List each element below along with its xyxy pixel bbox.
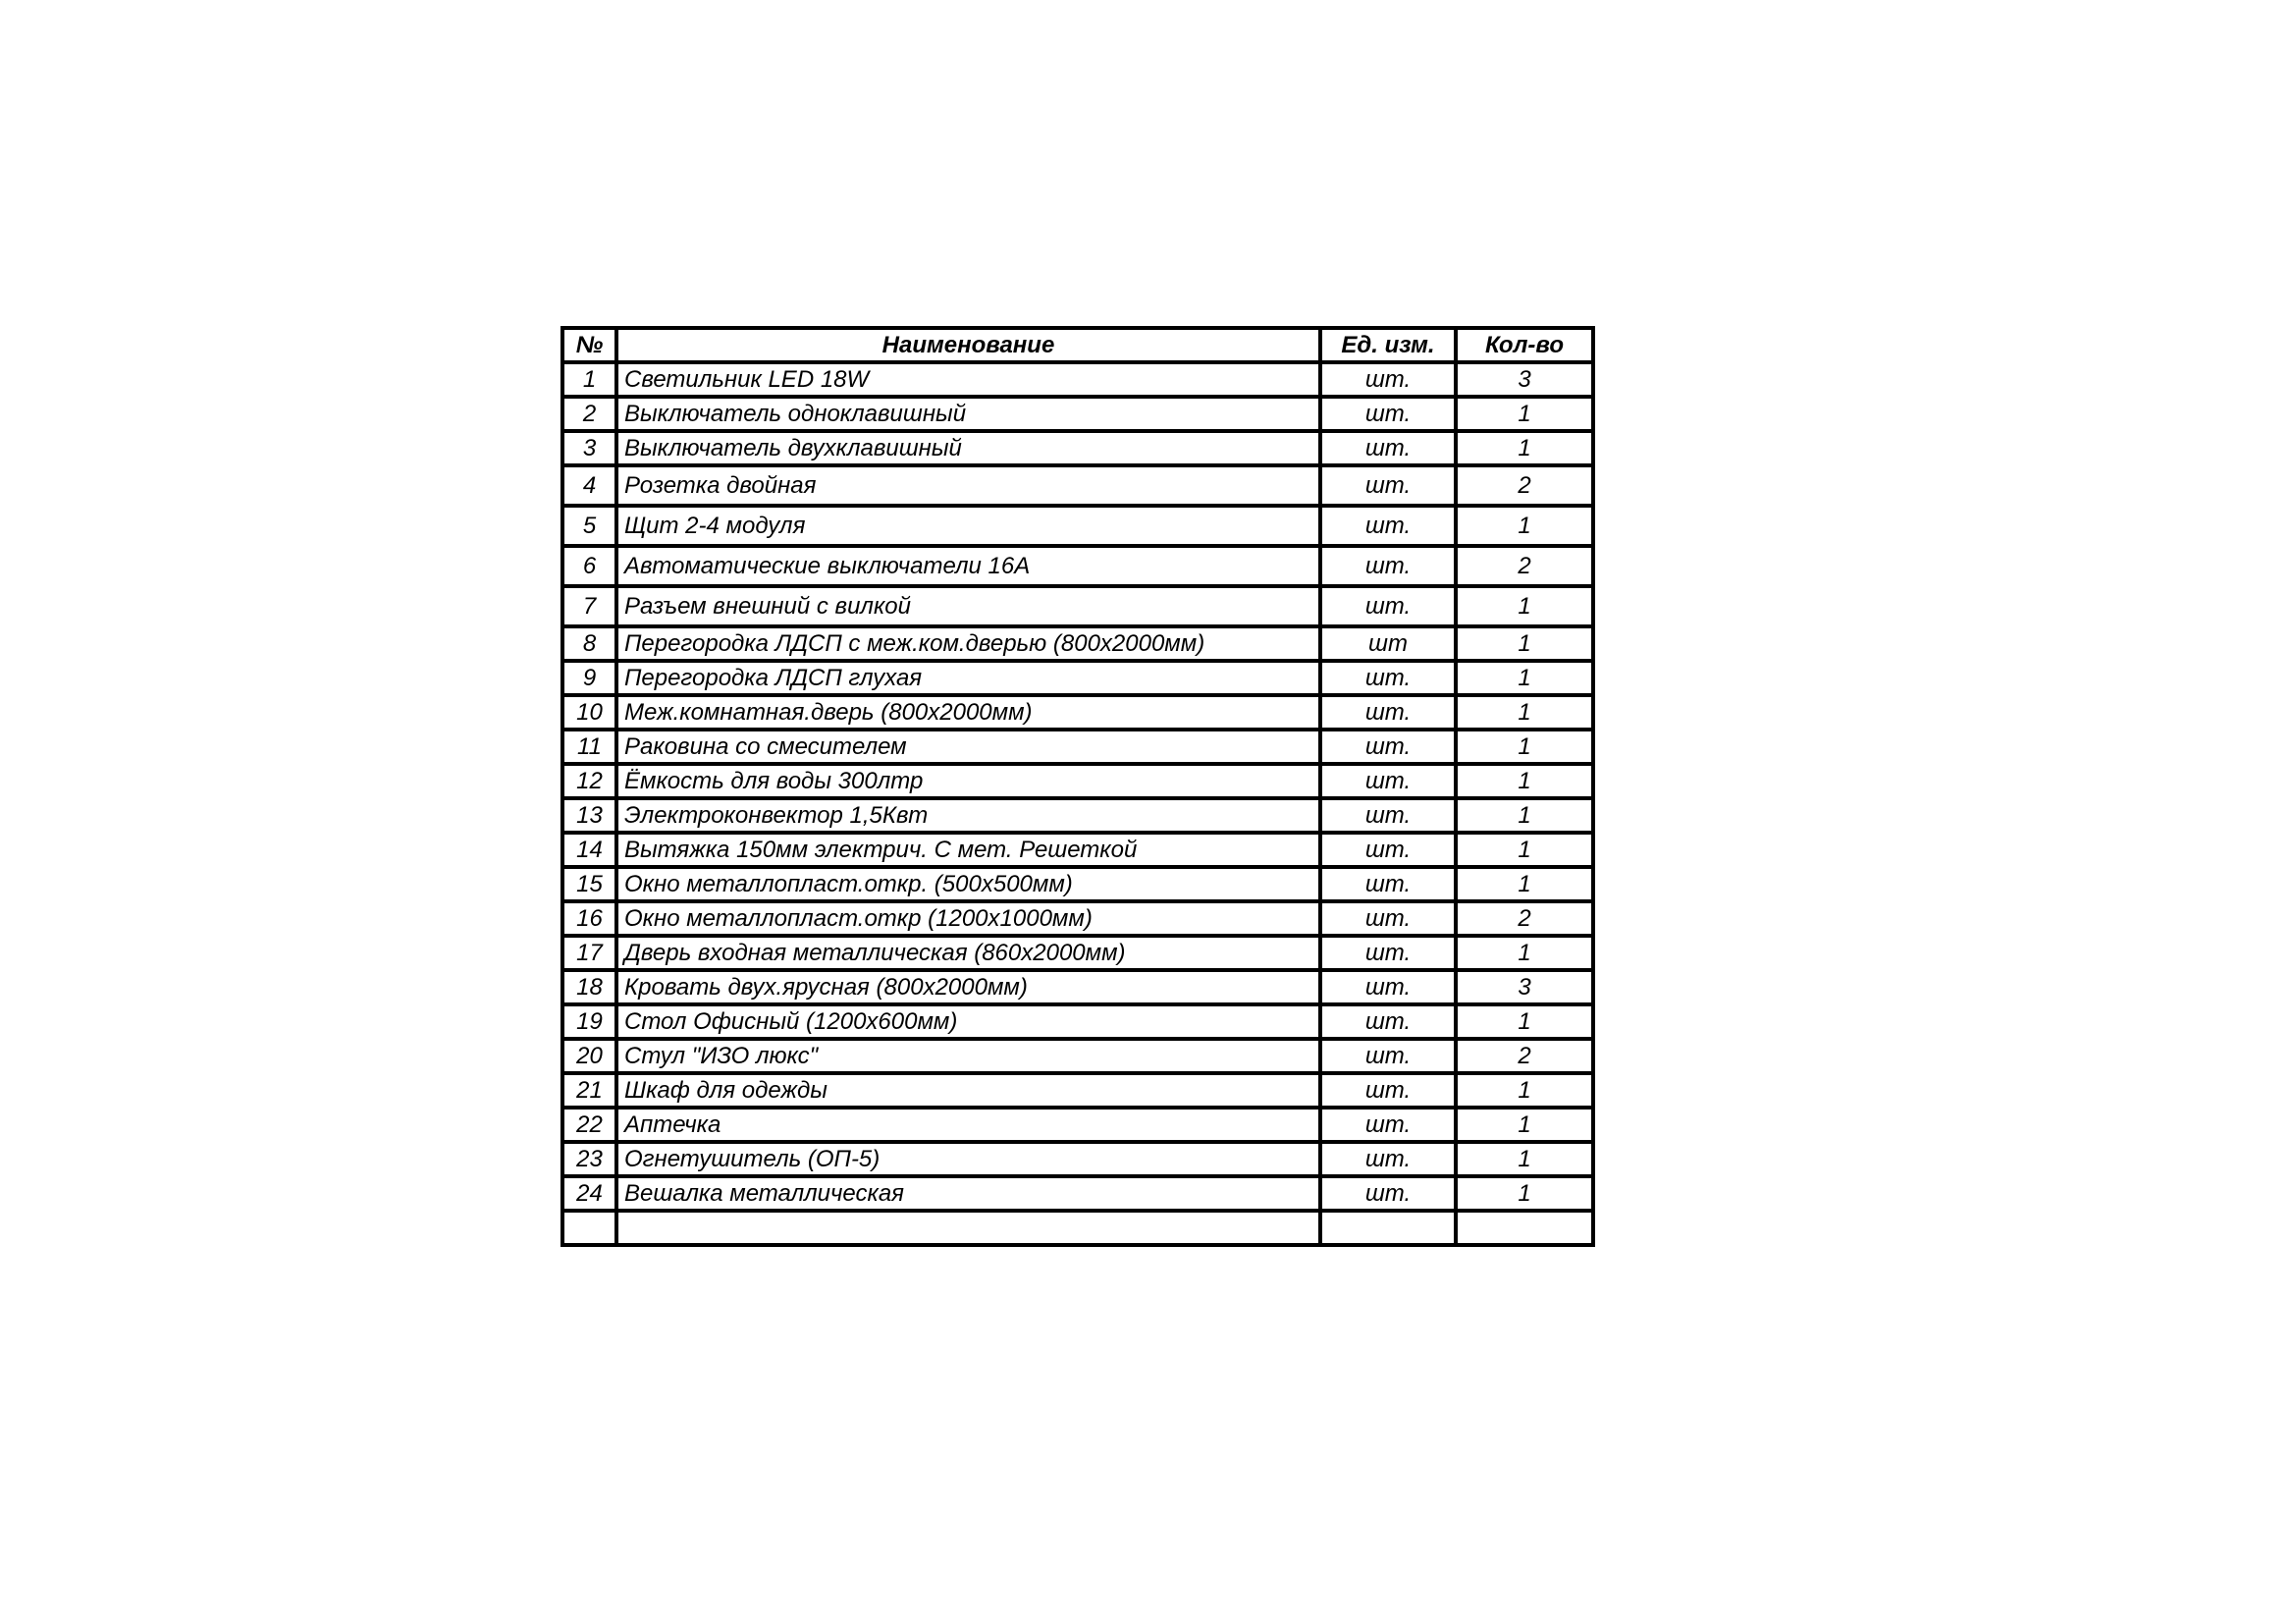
item-unit: шт [1320, 626, 1456, 661]
item-quantity: 3 [1456, 362, 1593, 397]
item-name: Дверь входная металлическая (860х2000мм) [616, 936, 1320, 970]
row-number: 5 [562, 506, 616, 546]
table-row [562, 1004, 1593, 1039]
empty-cell [1456, 1211, 1593, 1245]
item-quantity: 1 [1456, 1176, 1593, 1211]
item-unit: шт. [1320, 1039, 1456, 1073]
item-name: Меж.комнатная.дверь (800х2000мм) [616, 695, 1320, 730]
item-quantity: 1 [1456, 695, 1593, 730]
row-number: 16 [562, 901, 616, 936]
item-name: Шкаф для одежды [616, 1073, 1320, 1108]
table-row [562, 1142, 1593, 1176]
item-unit: шт. [1320, 764, 1456, 798]
item-name: Автоматические выключатели 16А [616, 546, 1320, 586]
item-name: Ёмкость для воды 300лтр [616, 764, 1320, 798]
item-unit: шт. [1320, 397, 1456, 431]
table-row [562, 626, 1593, 661]
item-name: Перегородка ЛДСП с меж.ком.дверью (800х2000мм) [616, 626, 1320, 661]
item-unit: шт. [1320, 936, 1456, 970]
table-row [562, 546, 1593, 586]
item-quantity: 2 [1456, 901, 1593, 936]
row-number: 9 [562, 661, 616, 695]
item-unit: шт. [1320, 431, 1456, 465]
table-row [562, 695, 1593, 730]
row-number: 13 [562, 798, 616, 833]
table-row [562, 661, 1593, 695]
table-header-row [562, 328, 1593, 362]
item-quantity: 2 [1456, 1039, 1593, 1073]
header-quantity: Кол-во [1456, 328, 1593, 362]
row-number: 17 [562, 936, 616, 970]
item-unit: шт. [1320, 867, 1456, 901]
item-quantity: 1 [1456, 1073, 1593, 1108]
empty-cell [1320, 1211, 1456, 1245]
row-number: 22 [562, 1108, 616, 1142]
table-row [562, 586, 1593, 626]
item-quantity: 1 [1456, 586, 1593, 626]
header-number: № [562, 328, 616, 362]
item-unit: шт. [1320, 970, 1456, 1004]
item-quantity: 1 [1456, 397, 1593, 431]
item-name: Аптечка [616, 1108, 1320, 1142]
item-name: Окно металлопласт.откр (1200х1000мм) [616, 901, 1320, 936]
item-quantity: 2 [1456, 546, 1593, 586]
item-unit: шт. [1320, 695, 1456, 730]
table-row [562, 465, 1593, 506]
item-name: Электроконвектор 1,5Квт [616, 798, 1320, 833]
item-quantity: 1 [1456, 1004, 1593, 1039]
row-number: 20 [562, 1039, 616, 1073]
table-row [562, 764, 1593, 798]
item-name: Стол Офисный (1200х600мм) [616, 1004, 1320, 1039]
row-number: 1 [562, 362, 616, 397]
empty-cell [616, 1211, 1320, 1245]
header-name: Наименование [616, 328, 1320, 362]
table-row [562, 833, 1593, 867]
row-number: 14 [562, 833, 616, 867]
item-name: Вытяжка 150мм электрич. С мет. Решеткой [616, 833, 1320, 867]
item-unit: шт. [1320, 730, 1456, 764]
table-row [562, 867, 1593, 901]
item-unit: шт. [1320, 546, 1456, 586]
item-quantity: 2 [1456, 465, 1593, 506]
item-unit: шт. [1320, 798, 1456, 833]
item-unit: шт. [1320, 1073, 1456, 1108]
row-number: 4 [562, 465, 616, 506]
table-row [562, 431, 1593, 465]
item-name: Окно металлопласт.откр. (500х500мм) [616, 867, 1320, 901]
table-row [562, 397, 1593, 431]
item-name: Стул "ИЗО люкс" [616, 1039, 1320, 1073]
item-unit: шт. [1320, 901, 1456, 936]
row-number: 24 [562, 1176, 616, 1211]
row-number: 3 [562, 431, 616, 465]
item-quantity: 1 [1456, 1142, 1593, 1176]
row-number: 10 [562, 695, 616, 730]
item-quantity: 1 [1456, 833, 1593, 867]
table-row [562, 1176, 1593, 1211]
item-unit: шт. [1320, 586, 1456, 626]
header-unit: Ед. изм. [1320, 328, 1456, 362]
item-quantity: 1 [1456, 506, 1593, 546]
item-quantity: 1 [1456, 730, 1593, 764]
table-row [562, 901, 1593, 936]
item-name: Кровать двух.ярусная (800х2000мм) [616, 970, 1320, 1004]
item-unit: шт. [1320, 362, 1456, 397]
item-name: Огнетушитель (ОП-5) [616, 1142, 1320, 1176]
table-row [562, 506, 1593, 546]
row-number: 18 [562, 970, 616, 1004]
item-name: Вешалка металлическая [616, 1176, 1320, 1211]
row-number: 2 [562, 397, 616, 431]
table-row [562, 730, 1593, 764]
item-name: Выключатель двухклавишный [616, 431, 1320, 465]
item-unit: шт. [1320, 506, 1456, 546]
item-quantity: 1 [1456, 798, 1593, 833]
item-name: Розетка двойная [616, 465, 1320, 506]
row-number: 19 [562, 1004, 616, 1039]
table-row [562, 970, 1593, 1004]
item-unit: шт. [1320, 1176, 1456, 1211]
item-name: Светильник LED 18W [616, 362, 1320, 397]
item-unit: шт. [1320, 661, 1456, 695]
row-number: 23 [562, 1142, 616, 1176]
item-quantity: 1 [1456, 764, 1593, 798]
row-number: 21 [562, 1073, 616, 1108]
table-row [562, 1073, 1593, 1108]
item-unit: шт. [1320, 1108, 1456, 1142]
empty-table-row [562, 1211, 1593, 1245]
row-number: 7 [562, 586, 616, 626]
item-unit: шт. [1320, 1142, 1456, 1176]
table-row [562, 362, 1593, 397]
item-quantity: 1 [1456, 867, 1593, 901]
row-number: 11 [562, 730, 616, 764]
item-quantity: 1 [1456, 936, 1593, 970]
item-quantity: 1 [1456, 1108, 1593, 1142]
table-row [562, 1108, 1593, 1142]
table-row [562, 1039, 1593, 1073]
item-quantity: 1 [1456, 661, 1593, 695]
item-quantity: 1 [1456, 626, 1593, 661]
item-unit: шт. [1320, 1004, 1456, 1039]
empty-cell [562, 1211, 616, 1245]
item-name: Щит 2-4 модуля [616, 506, 1320, 546]
item-name: Разъем внешний с вилкой [616, 586, 1320, 626]
table-row [562, 798, 1593, 833]
item-quantity: 1 [1456, 431, 1593, 465]
table-row [562, 936, 1593, 970]
row-number: 8 [562, 626, 616, 661]
row-number: 6 [562, 546, 616, 586]
item-unit: шт. [1320, 465, 1456, 506]
row-number: 12 [562, 764, 616, 798]
item-name: Перегородка ЛДСП глухая [616, 661, 1320, 695]
item-name: Выключатель одноклавишный [616, 397, 1320, 431]
specification-table [561, 326, 1595, 1247]
item-name: Раковина со смесителем [616, 730, 1320, 764]
item-unit: шт. [1320, 833, 1456, 867]
row-number: 15 [562, 867, 616, 901]
item-quantity: 3 [1456, 970, 1593, 1004]
